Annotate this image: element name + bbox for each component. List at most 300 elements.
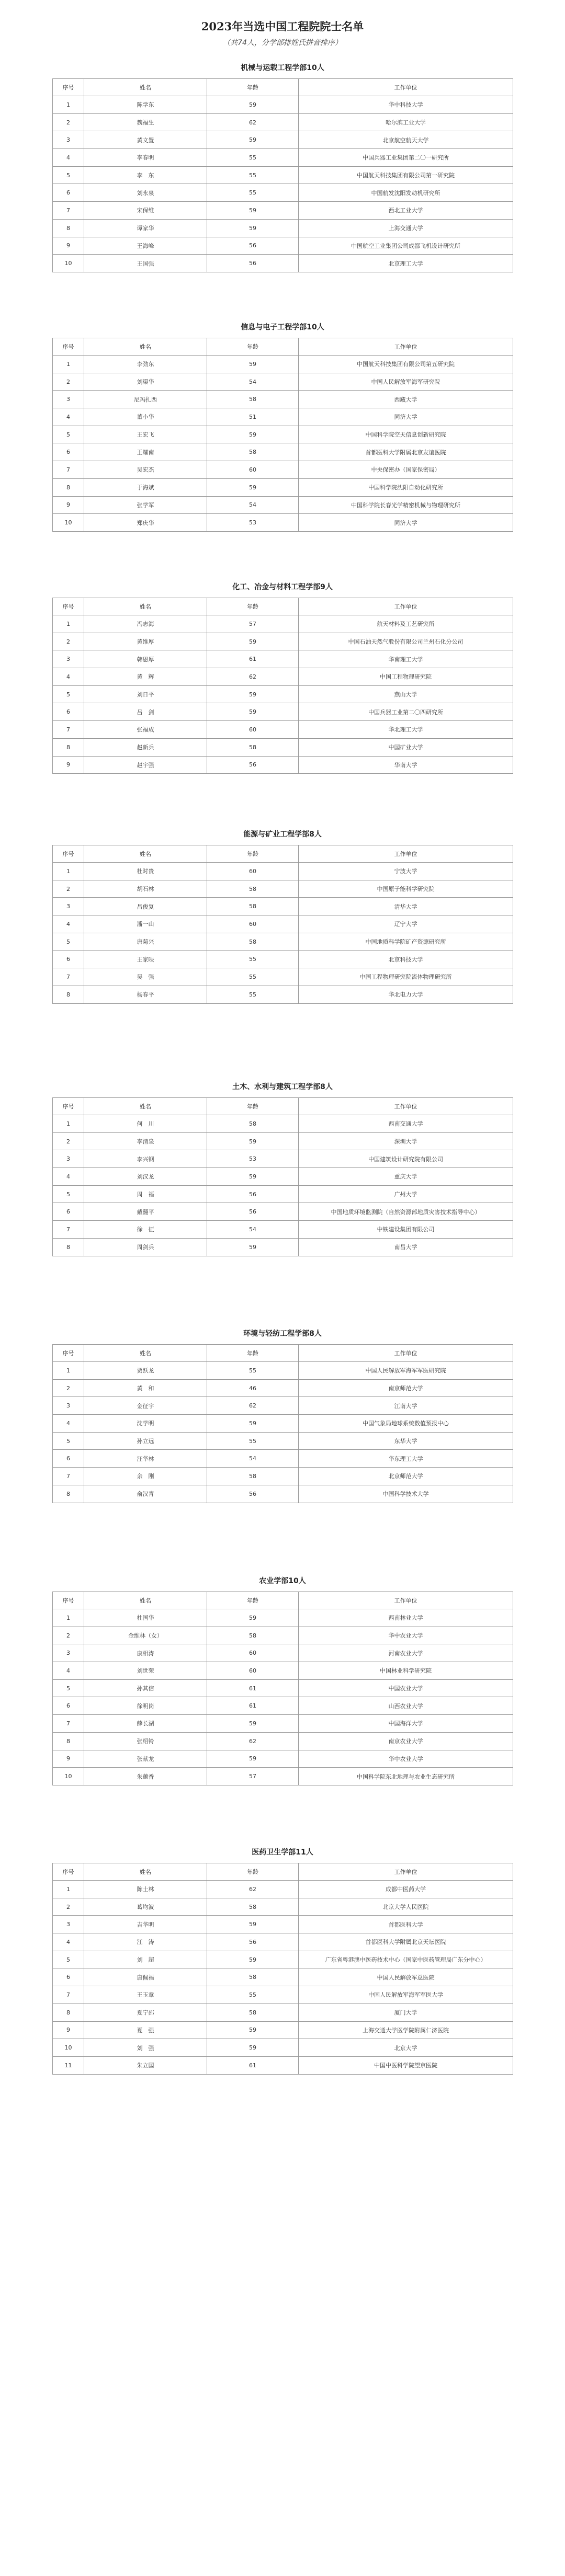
- column-header-name: 姓名: [84, 1592, 207, 1609]
- section-1: [52, 58, 513, 272]
- table-row: [53, 166, 513, 184]
- cell-unit: 首都医科大学附属北京友谊医院: [299, 443, 513, 461]
- column-header-no: 序号: [53, 1345, 84, 1362]
- cell-name: 吴 强: [84, 968, 207, 986]
- table-row: [53, 1951, 513, 1968]
- cell-name: 冯志海: [84, 615, 207, 633]
- table-row: [53, 356, 513, 373]
- cell-no: 9: [53, 2021, 84, 2039]
- cell-age: 58: [207, 898, 299, 915]
- cell-name: 沈学明: [84, 1415, 207, 1433]
- cell-unit: 中国航天科技集团有限公司第一研究院: [299, 166, 513, 184]
- cell-age: 59: [207, 1415, 299, 1433]
- column-header-name: 姓名: [84, 1098, 207, 1115]
- table-row: [53, 1916, 513, 1933]
- cell-age: 59: [207, 1916, 299, 1933]
- cell-unit: 南京师范大学: [299, 1379, 513, 1397]
- cell-no: 7: [53, 1715, 84, 1733]
- cell-unit: 宁波大学: [299, 863, 513, 880]
- cell-unit: 中国建筑设计研究院有限公司: [299, 1150, 513, 1168]
- cell-no: 7: [53, 1221, 84, 1239]
- table-row: [53, 685, 513, 703]
- table-row: [53, 898, 513, 915]
- cell-name: 戴翻平: [84, 1203, 207, 1221]
- column-header-age: 年龄: [207, 1592, 299, 1609]
- cell-age: 58: [207, 443, 299, 461]
- table-row: [53, 1132, 513, 1150]
- cell-age: 59: [207, 1609, 299, 1627]
- table-row: [53, 1115, 513, 1133]
- cell-unit: 山西农业大学: [299, 1697, 513, 1715]
- section-title: 能源与矿业工程学部8人: [243, 830, 322, 839]
- section-title: 农业学部10人: [259, 1577, 306, 1585]
- column-header-no: 序号: [53, 338, 84, 356]
- cell-no: 1: [53, 615, 84, 633]
- cell-name: 金维林（女）: [84, 1627, 207, 1644]
- table-row: [53, 478, 513, 496]
- cell-name: 王耀南: [84, 443, 207, 461]
- cell-name: 夏宁邵: [84, 2003, 207, 2021]
- cell-unit: 同济大学: [299, 408, 513, 426]
- cell-no: 3: [53, 391, 84, 408]
- table-row: [53, 514, 513, 532]
- cell-unit: 中国工程物理研究院: [299, 668, 513, 686]
- table-row: [53, 1397, 513, 1415]
- table-row: [53, 1185, 513, 1203]
- table-row: [53, 202, 513, 220]
- cell-name: 黄维厚: [84, 633, 207, 650]
- cell-unit: 中铁建设集团有限公司: [299, 1221, 513, 1239]
- cell-name: 王玉章: [84, 1986, 207, 2004]
- cell-unit: 东华大学: [299, 1432, 513, 1450]
- cell-age: 53: [207, 514, 299, 532]
- cell-no: 9: [53, 237, 84, 255]
- column-header-no: 序号: [53, 1863, 84, 1881]
- cell-age: 59: [207, 685, 299, 703]
- table-row: [53, 1933, 513, 1951]
- table-row: [53, 915, 513, 933]
- cell-name: 徐明岗: [84, 1697, 207, 1715]
- table-row: [53, 426, 513, 443]
- column-header-unit: 工作单位: [299, 1592, 513, 1609]
- column-header-name: 姓名: [84, 1863, 207, 1881]
- cell-no: 2: [53, 373, 84, 391]
- cell-unit: 中国中医科学院望京医院: [299, 2056, 513, 2074]
- column-header-unit: 工作单位: [299, 598, 513, 615]
- cell-name: 葛均波: [84, 1898, 207, 1916]
- cell-name: 宋保维: [84, 202, 207, 220]
- column-header-name: 姓名: [84, 845, 207, 863]
- cell-name: 黄 和: [84, 1379, 207, 1397]
- cell-no: 4: [53, 915, 84, 933]
- cell-age: 59: [207, 2021, 299, 2039]
- cell-no: 8: [53, 1485, 84, 1503]
- cell-unit: 中国石油天然气股份有限公司兰州石化分公司: [299, 633, 513, 650]
- cell-unit: 中国原子能科学研究院: [299, 880, 513, 898]
- cell-unit: 中国地质科学院矿产资源研究所: [299, 933, 513, 951]
- cell-name: 刘永泉: [84, 184, 207, 202]
- table-row: [53, 933, 513, 951]
- column-header-no: 序号: [53, 598, 84, 615]
- cell-no: 3: [53, 1397, 84, 1415]
- cell-unit: 西藏大学: [299, 391, 513, 408]
- document-title: 2023年当选中国工程院院士名单: [201, 20, 364, 33]
- column-header-no: 序号: [53, 1592, 84, 1609]
- cell-name: 杜国华: [84, 1609, 207, 1627]
- table-row: [53, 1450, 513, 1468]
- cell-unit: 南昌大学: [299, 1238, 513, 1256]
- cell-age: 58: [207, 933, 299, 951]
- cell-unit: 成都中医药大学: [299, 1881, 513, 1898]
- cell-name: 王宏飞: [84, 426, 207, 443]
- section-title: 医药卫生学部11人: [252, 1848, 313, 1857]
- section-title: 机械与运载工程学部10人: [241, 64, 324, 72]
- cell-unit: 中国工程物理研究院流体物理研究所: [299, 968, 513, 986]
- cell-age: 60: [207, 461, 299, 479]
- cell-unit: 清华大学: [299, 898, 513, 915]
- cell-name: 朱蕙香: [84, 1768, 207, 1785]
- table-row: [53, 1679, 513, 1697]
- cell-no: 6: [53, 1203, 84, 1221]
- cell-name: 俞汉青: [84, 1485, 207, 1503]
- cell-no: 3: [53, 898, 84, 915]
- member-table: [52, 845, 513, 1004]
- cell-no: 1: [53, 863, 84, 880]
- cell-name: 金征宇: [84, 1397, 207, 1415]
- cell-name: 康相涛: [84, 1644, 207, 1662]
- cell-unit: 广州大学: [299, 1185, 513, 1203]
- cell-name: 孙立远: [84, 1432, 207, 1450]
- cell-age: 56: [207, 1203, 299, 1221]
- table-row: [53, 1221, 513, 1239]
- cell-unit: 上海交通大学: [299, 219, 513, 237]
- cell-name: 尼玛扎西: [84, 391, 207, 408]
- cell-age: 59: [207, 202, 299, 220]
- cell-age: 56: [207, 237, 299, 255]
- table-row: [53, 1168, 513, 1186]
- cell-age: 59: [207, 1132, 299, 1150]
- cell-unit: 首都医科大学: [299, 1916, 513, 1933]
- column-header-age: 年龄: [207, 79, 299, 96]
- cell-name: 李春明: [84, 149, 207, 167]
- member-table: [52, 1592, 513, 1785]
- cell-unit: 中国科学技术大学: [299, 1485, 513, 1503]
- cell-age: 46: [207, 1379, 299, 1397]
- section-6: [52, 1323, 513, 1503]
- cell-age: 57: [207, 615, 299, 633]
- cell-age: 58: [207, 2003, 299, 2021]
- column-header-unit: 工作单位: [299, 1863, 513, 1881]
- cell-no: 7: [53, 461, 84, 479]
- cell-name: 张学军: [84, 496, 207, 514]
- cell-no: 2: [53, 1132, 84, 1150]
- cell-unit: 中国人民解放军海军军医大学: [299, 1986, 513, 2004]
- cell-no: 11: [53, 2056, 84, 2074]
- cell-unit: 中国科学院沈阳自动化研究所: [299, 478, 513, 496]
- cell-name: 何 川: [84, 1115, 207, 1133]
- table-row: [53, 1627, 513, 1644]
- cell-age: 62: [207, 1397, 299, 1415]
- table-row: [53, 113, 513, 131]
- column-header-no: 序号: [53, 1098, 84, 1115]
- member-table: [52, 1097, 513, 1256]
- cell-no: 2: [53, 1627, 84, 1644]
- table-row: [53, 1150, 513, 1168]
- table-row: [53, 756, 513, 774]
- cell-age: 59: [207, 1951, 299, 1968]
- column-header-unit: 工作单位: [299, 79, 513, 96]
- column-header-name: 姓名: [84, 1345, 207, 1362]
- cell-age: 55: [207, 968, 299, 986]
- cell-age: 60: [207, 915, 299, 933]
- table-header-row: [53, 1863, 513, 1881]
- cell-name: 朱立国: [84, 2056, 207, 2074]
- table-row: [53, 1485, 513, 1503]
- cell-name: 于海斌: [84, 478, 207, 496]
- member-table: [52, 78, 513, 272]
- cell-no: 7: [53, 1468, 84, 1485]
- cell-age: 59: [207, 703, 299, 721]
- cell-age: 58: [207, 1468, 299, 1485]
- cell-no: 5: [53, 933, 84, 951]
- table-row: [53, 1379, 513, 1397]
- cell-age: 55: [207, 986, 299, 1003]
- table-header-row: [53, 1592, 513, 1609]
- cell-unit: 华中农业大学: [299, 1627, 513, 1644]
- cell-name: 周剑兵: [84, 1238, 207, 1256]
- cell-no: 9: [53, 496, 84, 514]
- cell-name: 王海峰: [84, 237, 207, 255]
- cell-no: 6: [53, 1697, 84, 1715]
- cell-no: 4: [53, 668, 84, 686]
- cell-unit: 厦门大学: [299, 2003, 513, 2021]
- cell-unit: 北京理工大学: [299, 255, 513, 272]
- column-header-age: 年龄: [207, 845, 299, 863]
- cell-age: 58: [207, 391, 299, 408]
- cell-unit: 华北理工大学: [299, 721, 513, 739]
- section-8: [52, 1842, 513, 2075]
- column-header-no: 序号: [53, 845, 84, 863]
- section-4: [52, 824, 513, 1004]
- cell-unit: 中国科学院长春光学精密机械与物理研究所: [299, 496, 513, 514]
- table-row: [53, 1662, 513, 1680]
- cell-age: 58: [207, 1115, 299, 1133]
- cell-name: 张绍铃: [84, 1732, 207, 1750]
- table-row: [53, 255, 513, 272]
- section-5: [52, 1077, 513, 1256]
- cell-no: 7: [53, 1986, 84, 2004]
- cell-age: 62: [207, 668, 299, 686]
- table-row: [53, 1898, 513, 1916]
- cell-unit: 中国人民解放军海军研究院: [299, 373, 513, 391]
- cell-age: 60: [207, 1662, 299, 1680]
- column-header-age: 年龄: [207, 1098, 299, 1115]
- cell-no: 2: [53, 880, 84, 898]
- member-table: [52, 1863, 513, 2075]
- table-row: [53, 951, 513, 968]
- cell-age: 55: [207, 1362, 299, 1380]
- cell-unit: 中国林业科学研究院: [299, 1662, 513, 1680]
- cell-unit: 华中科技大学: [299, 96, 513, 114]
- section-3: [52, 577, 513, 774]
- table-row: [53, 443, 513, 461]
- column-header-unit: 工作单位: [299, 1098, 513, 1115]
- cell-no: 1: [53, 96, 84, 114]
- cell-no: 4: [53, 1662, 84, 1680]
- table-row: [53, 986, 513, 1003]
- table-row: [53, 1715, 513, 1733]
- cell-no: 8: [53, 738, 84, 756]
- cell-no: 5: [53, 166, 84, 184]
- column-header-age: 年龄: [207, 598, 299, 615]
- cell-unit: 广东省粤港澳中医药技术中心（国家中医药管理局广东分中心）: [299, 1951, 513, 1968]
- member-table: [52, 1344, 513, 1503]
- cell-unit: 中国兵器工业第二〇四研究所: [299, 703, 513, 721]
- table-row: [53, 2003, 513, 2021]
- cell-unit: 中国人民解放军海军军医研究院: [299, 1362, 513, 1380]
- cell-age: 59: [207, 131, 299, 149]
- table-row: [53, 219, 513, 237]
- cell-unit: 北京师范大学: [299, 1468, 513, 1485]
- table-row: [53, 1415, 513, 1433]
- table-row: [53, 880, 513, 898]
- cell-age: 54: [207, 1450, 299, 1468]
- table-row: [53, 738, 513, 756]
- cell-age: 56: [207, 255, 299, 272]
- cell-no: 6: [53, 1450, 84, 1468]
- cell-name: 陈士林: [84, 1881, 207, 1898]
- cell-unit: 重庆大学: [299, 1168, 513, 1186]
- cell-name: 魏福生: [84, 113, 207, 131]
- cell-name: 徐 征: [84, 1221, 207, 1239]
- cell-name: 孙其信: [84, 1679, 207, 1697]
- cell-age: 57: [207, 1768, 299, 1785]
- cell-no: 1: [53, 1881, 84, 1898]
- cell-no: 3: [53, 1150, 84, 1168]
- column-header-name: 姓名: [84, 598, 207, 615]
- cell-no: 7: [53, 968, 84, 986]
- cell-name: 郑庆华: [84, 514, 207, 532]
- table-row: [53, 237, 513, 255]
- column-header-no: 序号: [53, 79, 84, 96]
- document-subtitle: （共74人，分学部排姓氏拼音排序）: [223, 39, 342, 47]
- cell-no: 9: [53, 756, 84, 774]
- cell-name: 王国强: [84, 255, 207, 272]
- table-row: [53, 408, 513, 426]
- cell-age: 61: [207, 1697, 299, 1715]
- column-header-name: 姓名: [84, 338, 207, 356]
- cell-age: 55: [207, 951, 299, 968]
- cell-no: 3: [53, 1644, 84, 1662]
- cell-no: 3: [53, 1916, 84, 1933]
- cell-name: 吴宏杰: [84, 461, 207, 479]
- table-row: [53, 1203, 513, 1221]
- table-row: [53, 1362, 513, 1380]
- cell-unit: 华中农业大学: [299, 1750, 513, 1768]
- table-row: [53, 1432, 513, 1450]
- table-row: [53, 496, 513, 514]
- cell-no: 10: [53, 1768, 84, 1785]
- cell-age: 56: [207, 1485, 299, 1503]
- cell-no: 4: [53, 1933, 84, 1951]
- cell-age: 54: [207, 496, 299, 514]
- cell-unit: 中国农业大学: [299, 1679, 513, 1697]
- cell-name: 余 刚: [84, 1468, 207, 1485]
- table-row: [53, 721, 513, 739]
- table-header-row: [53, 598, 513, 615]
- cell-unit: 北京大学: [299, 2039, 513, 2057]
- table-row: [53, 1468, 513, 1485]
- section-title: 土木、水利与建筑工程学部8人: [232, 1083, 333, 1091]
- table-header-row: [53, 1345, 513, 1362]
- cell-name: 李清泉: [84, 1132, 207, 1150]
- cell-no: 4: [53, 1168, 84, 1186]
- cell-unit: 中央保密办（国家保密局）: [299, 461, 513, 479]
- table-row: [53, 184, 513, 202]
- cell-no: 8: [53, 1238, 84, 1256]
- cell-name: 杨春平: [84, 986, 207, 1003]
- cell-name: 李劲东: [84, 356, 207, 373]
- section-title: 信息与电子工程学部10人: [241, 323, 324, 331]
- cell-age: 55: [207, 149, 299, 167]
- cell-age: 61: [207, 1679, 299, 1697]
- cell-name: 杜时贵: [84, 863, 207, 880]
- cell-no: 2: [53, 113, 84, 131]
- cell-unit: 中国航空工业集团公司成都飞机设计研究所: [299, 237, 513, 255]
- cell-unit: 西北工业大学: [299, 202, 513, 220]
- cell-unit: 江南大学: [299, 1397, 513, 1415]
- cell-no: 1: [53, 356, 84, 373]
- cell-name: 胡石林: [84, 880, 207, 898]
- cell-name: 刘 超: [84, 1951, 207, 1968]
- cell-no: 8: [53, 2003, 84, 2021]
- cell-name: 刘汉龙: [84, 1168, 207, 1186]
- cell-name: 赵新兵: [84, 738, 207, 756]
- table-row: [53, 461, 513, 479]
- cell-unit: 燕山大学: [299, 685, 513, 703]
- table-row: [53, 391, 513, 408]
- table-row: [53, 968, 513, 986]
- cell-no: 5: [53, 1679, 84, 1697]
- cell-name: 董小华: [84, 408, 207, 426]
- cell-age: 58: [207, 738, 299, 756]
- column-header-age: 年龄: [207, 1863, 299, 1881]
- cell-no: 4: [53, 149, 84, 167]
- cell-age: 54: [207, 373, 299, 391]
- column-header-name: 姓名: [84, 79, 207, 96]
- table-row: [53, 149, 513, 167]
- table-row: [53, 668, 513, 686]
- cell-age: 58: [207, 1968, 299, 1986]
- cell-no: 4: [53, 1415, 84, 1433]
- cell-unit: 中国矿业大学: [299, 738, 513, 756]
- cell-unit: 华东理工大学: [299, 1450, 513, 1468]
- cell-age: 55: [207, 184, 299, 202]
- table-row: [53, 131, 513, 149]
- cell-no: 8: [53, 478, 84, 496]
- cell-unit: 航天材料及工艺研究所: [299, 615, 513, 633]
- cell-no: 2: [53, 1898, 84, 1916]
- member-table: [52, 598, 513, 774]
- cell-age: 62: [207, 113, 299, 131]
- cell-age: 51: [207, 408, 299, 426]
- cell-unit: 中国气象局地球系统数值预报中心: [299, 1415, 513, 1433]
- table-row: [53, 1238, 513, 1256]
- cell-name: 夏 强: [84, 2021, 207, 2039]
- cell-unit: 同济大学: [299, 514, 513, 532]
- cell-name: 吕 剑: [84, 703, 207, 721]
- cell-unit: 中国航天科技集团有限公司第五研究院: [299, 356, 513, 373]
